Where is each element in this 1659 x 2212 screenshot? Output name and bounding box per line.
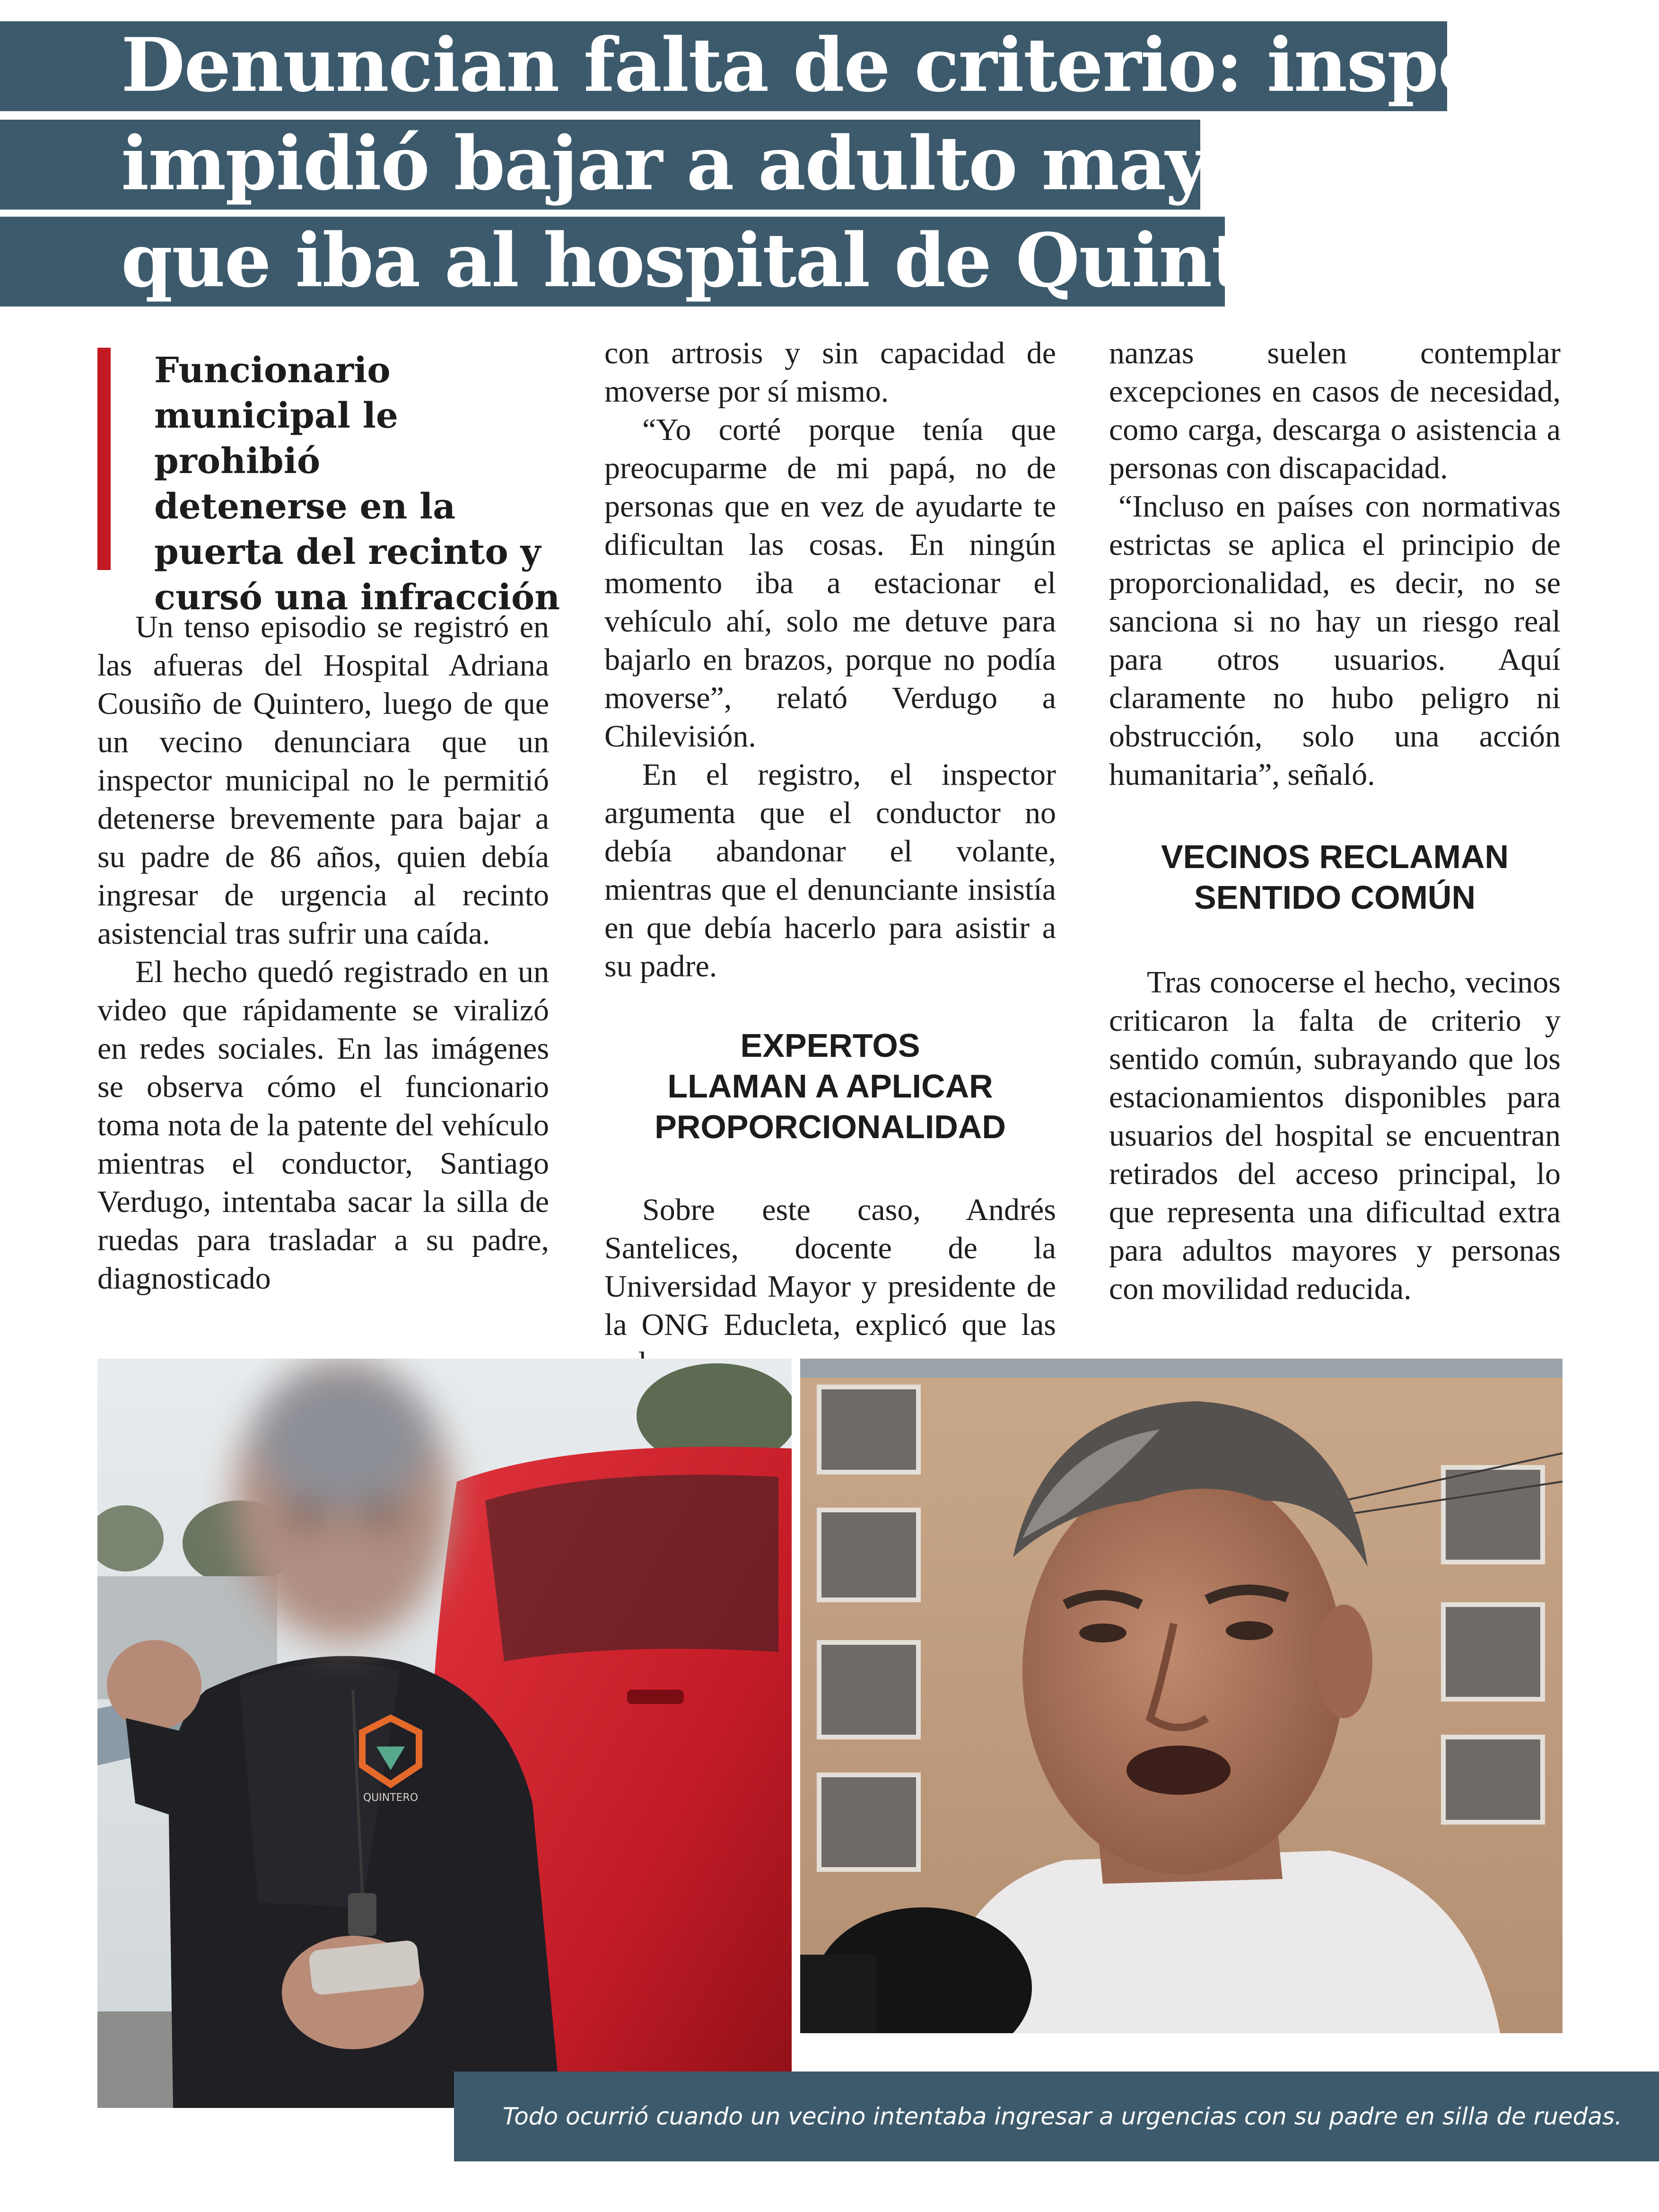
badge-text: QUINTERO <box>363 1792 419 1804</box>
column-3-subhead-line-2: SENTIDO COMÚN <box>1194 879 1476 916</box>
deck-line-4: puerta del recinto y <box>154 532 541 572</box>
column-3-paragraph-3: Tras conocerse el hecho, vecinos criticaron la falta de criterio y sentido común, subrayando que los estacionamientos disponibles para usuarios del hospital se encuentran retirados del acceso principal, lo que representa una dificultad extra para adultos mayores y personas con movilidad reducida. <box>1109 965 1561 1306</box>
deck-line-3: detenerse en la <box>154 486 456 527</box>
column-1-paragraph-2: El hecho quedó registrado en un video que rápidamente se viralizó en redes sociales. En las imágenes se observa cómo el funcionario toma nota de la patente del vehículo mientras el conductor, Santiago Verdugo, intentaba sacar la silla de ruedas para trasladar a su padre, diagnosticado <box>97 955 549 1296</box>
headline-line-2: impidió bajar a adulto mayor <box>121 120 1294 207</box>
photo-caption: Todo ocurrió cuando un vecino intentaba ingresar a urgencias con su padre en silla de ruedas. <box>502 2103 1622 2130</box>
column-3-paragraph-1: nanzas suelen contemplar excepciones en casos de necesidad, como carga, descarga o asistencia a personas con discapacidad. <box>1109 336 1561 485</box>
deck <box>97 348 561 618</box>
column-3-subhead <box>1109 836 1561 918</box>
deck-line-1: Funcionario <box>154 350 391 391</box>
column-2-paragraph-4: Sobre este caso, Andrés Santelices, docente de la Universidad Mayor y presidente de la ONG Educleta, explicó que las <box>604 1193 1056 1342</box>
deck-line-5: cursó una infracción <box>154 577 560 618</box>
column-2-subhead-line-2: LLAMAN A APLICAR <box>667 1068 993 1105</box>
column-2-subhead-line-1: EXPERTOS <box>740 1027 920 1064</box>
column-2-subhead <box>604 1025 1056 1147</box>
column-2 <box>604 334 1056 1382</box>
column-3-paragraph-2: “Incluso en países con normativas estrictas se aplica el principio de proporcionalidad, es decir, no se sanciona si no hay un riesgo real para otros usuarios. Aquí claramente no hubo peligro ni obstrucción, solo una acción humanitaria”, señaló. <box>1109 489 1561 792</box>
column-2-paragraph-1: con artrosis y sin capacidad de moverse por sí mismo. <box>604 336 1056 409</box>
headline-line-3: que iba al hospital de Quintero <box>121 217 1377 304</box>
photo-man-speaking <box>800 1359 1563 2033</box>
deck-line-2: municipal le prohibió <box>154 395 398 482</box>
column-1-paragraph-1: Un tenso episodio se registró en las afueras del Hospital Adriana Cousiño de Quintero, luego de que un vecino denunciara que un inspector municipal no le permitió detenerse brevemente para bajar a su padre de 86 años, quien debía ingresar de urgencia al recinto asistencial tras sufrir una caída. <box>97 610 549 951</box>
photo-inspector <box>97 1359 792 2108</box>
inspector-photo-image <box>97 1359 792 2108</box>
column-3-subhead-line-1: VECINOS RECLAMAN <box>1161 838 1509 875</box>
column-1 <box>97 608 549 1298</box>
column-2-paragraph-3: En el registro, el inspector argumenta que el conductor no debía abandonar el volante, mientras que el denunciante insistía en que debía hacerlo para asistir a su padre. <box>604 757 1056 983</box>
column-2-subhead-line-3: PROPORCIONALIDAD <box>655 1108 1006 1145</box>
column-2-paragraph-2: “Yo corté porque tenía que preocuparme de mi papá, no de personas que en vez de ayudarte te dificultan las cosas. En ningún momento iba a estacionar el vehículo ahí, solo me detuve para bajarlo en brazos, porque no podía moverse”, relató Verdugo a Chilevisión. <box>604 413 1056 754</box>
photo-caption-bar <box>454 2072 1659 2161</box>
column-3 <box>1109 334 1561 1308</box>
man-photo-image <box>800 1359 1563 2033</box>
headline-line-1: Denuncian falta de criterio: inspector <box>121 22 1647 108</box>
